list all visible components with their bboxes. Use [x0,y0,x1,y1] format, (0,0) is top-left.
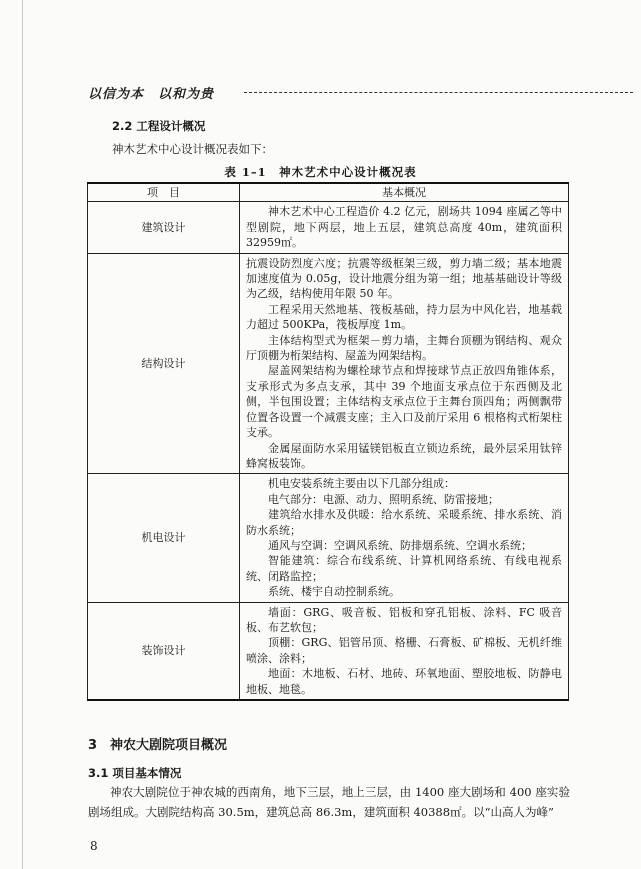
content-paragraph: 电气部分：电源、动力、照明系统、防雷接地； [268,492,499,506]
content-paragraph: 建筑给水排水及供暖：给水系统、采暖系统、排水系统、消防水系统； [246,508,562,537]
table-caption: 表 1–1 神木艺术中心设计概况表 [224,165,417,179]
content-paragraph: 神木艺术中心工程造价 4.2 亿元，剧场共 1094 座属乙等中型剧院，地下两层，地上五层，建筑总高度 40m，建筑面积 32959㎡。 [246,205,562,250]
section-2-2-intro: 神木艺术中心设计概况表如下： [112,142,273,156]
content-paragraph: 顶棚：GRG、铝管吊顶、格栅、石膏板、矿棉板、无机纤维喷涂、涂料； [246,636,562,665]
table-header-row [88,183,569,202]
table-row [88,602,569,700]
section-3-1-paragraph [88,782,570,822]
content-paragraph: 抗震设防烈度六度；抗震等级框架三级，剪力墙二级；基本地震加速度值为 0.05g，设计地震分组为第一组；地基基础设计等级为乙级，结构使用年限 50 年。 [246,256,562,301]
section-2-2-heading: 2.2 工程设计概况 [112,119,206,133]
row-name: 机电设计 [88,474,240,602]
content-paragraph: 地面：木地板、石材、地砖、环氧地面、塑胶地板、防静电地板、地毯。 [246,667,562,696]
design-overview-table [87,182,569,701]
content-paragraph: 工程采用天然地基、筏板基础，持力层为中风化岩，地基载力超过 500KPa，筏板厚度 1m。 [246,302,562,332]
row-content [240,202,569,253]
row-content [240,602,569,700]
content-paragraph: 主体结构型式为框架－剪力墙，主舞台顶棚为钢结构、观众厅顶棚为桁架结构、屋盖为网架结构。 [246,333,562,363]
header-dashed-rule [244,92,633,93]
body-paragraph: 神农大剧院位于神农城的西南角，地下三层，地上三层，由 1400 座大剧场和 400 座实验剧场组成。大剧院结构高 30.5m，建筑总高 86.3m，建筑面积 40388㎡。以“山高人为峰” [88,785,570,819]
row-name: 建筑设计 [88,202,240,253]
header-overview: 基本概况 [240,183,569,202]
content-paragraph: 通风与空调：空调风系统、防排烟系统、空调水系统； [268,538,532,552]
content-paragraph: 屋盖网架结构为螺栓球节点和焊接球节点正放四角锥体系，支承形式为多点支承，其中 39 个地面支承点位于东西侧及北侧，半包围设置；主体结构支承点位于主舞台顶四角；两侧飘带位置各设置一个减震支座；主入口及前厅采用 6 根格构式桁架柱支承。 [246,364,562,440]
row-name: 装饰设计 [88,602,240,700]
header-motto: 以信为本 以和为贵 [88,87,215,102]
content-paragraph: 智能建筑：综合布线系统、计算机网络系统、有线电视系统、闭路监控； [246,554,562,583]
table-row [88,474,569,602]
table-row [88,202,569,253]
header-item: 项 目 [88,183,240,202]
row-name: 结构设计 [88,253,240,474]
row-content [240,253,569,474]
content-paragraph: 金属屋面防水采用锰镁铝板直立锁边系统，最外层采用钛锌蜂窝板装饰。 [246,441,562,470]
content-paragraph: 机电安装系统主要由以下几部分组成： [268,477,455,491]
page-number: 8 [90,839,98,853]
table-row [88,253,569,474]
content-paragraph: 系统、楼宇自动控制系统。 [268,585,400,599]
binding-line [22,0,23,869]
row-content [240,474,569,602]
section-3-1-heading: 3.1 项目基本情况 [88,766,182,780]
content-paragraph: 墙面：GRG、吸音板、铝板和穿孔铝板、涂料、FC 吸音板、布艺软包； [246,605,562,634]
section-3-heading: 3 神农大剧院项目概况 [88,738,228,753]
